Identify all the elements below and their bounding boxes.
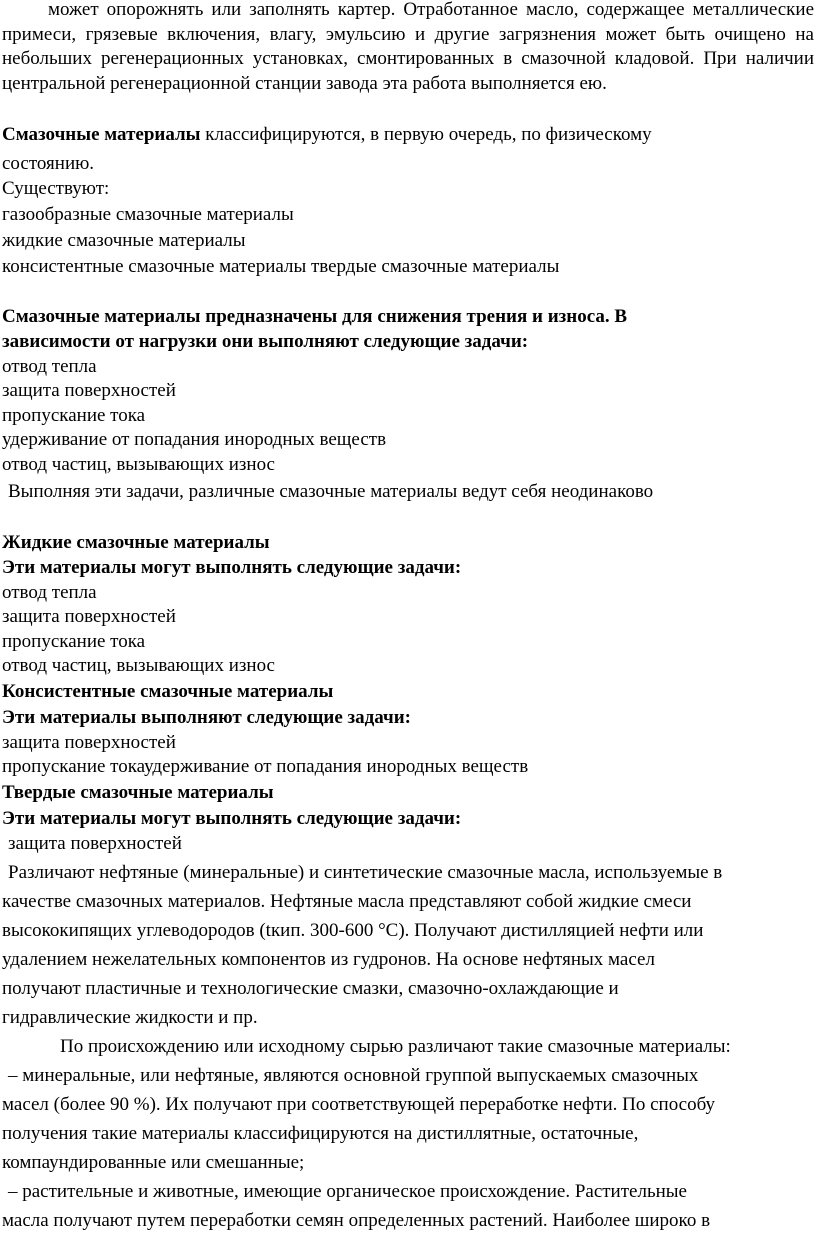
- list-item: защита поверхностей: [2, 731, 176, 753]
- section-title: [2, 530, 814, 556]
- text-line: [2, 1032, 814, 1061]
- section-subtitle: [2, 556, 814, 581]
- liquid-title: Жидкие смазочные материалы: [2, 532, 270, 554]
- classification-section: [0, 120, 816, 280]
- text-line: – растительные и животные, имеющие органическое происхождение. Растительные: [8, 1181, 687, 1203]
- list-item: газообразные смазочные материалы: [2, 204, 294, 226]
- oils-paragraph: [0, 858, 816, 1032]
- list-item: защита поверхностей: [2, 380, 176, 402]
- purpose-section: [0, 304, 816, 506]
- list-item: удерживание от попадания инородных веществ: [2, 429, 387, 451]
- liquid-section: [0, 530, 816, 679]
- list-item: отвод тепла: [2, 355, 97, 377]
- classification-rest: классифицируются, в первую очередь, по физическому: [200, 124, 652, 146]
- origin-paragraph: [0, 1032, 816, 1235]
- purpose-heading-2: зависимости от нагрузки они выполняют следующие задачи:: [2, 331, 529, 353]
- list-item: пропускание тока: [2, 630, 146, 652]
- solid-subtitle: Эти материалы могут выполнять следующие задачи:: [2, 807, 462, 829]
- list-item: жидкие смазочные материалы: [2, 230, 246, 252]
- text-line: качестве смазочных материалов. Нефтяные масла представляют собой жидкие смеси: [2, 891, 692, 913]
- liquid-subtitle: Эти материалы могут выполнять следующие задачи:: [2, 557, 462, 579]
- purpose-heading-line: [2, 330, 814, 355]
- text-line: гидравлические жидкости и пр.: [2, 1007, 258, 1029]
- consistent-section: [0, 679, 816, 780]
- text-line: – минеральные, или нефтяные, являются основной группой выпускаемых смазочных: [8, 1065, 699, 1087]
- purpose-heading: [2, 304, 814, 330]
- list-item: отвод частиц, вызывающих износ: [2, 655, 275, 677]
- solid-section: [0, 780, 816, 857]
- classification-line: [2, 120, 814, 149]
- consistent-title: Консистентные смазочные материалы: [2, 680, 334, 702]
- purpose-heading-1: Смазочные материалы предназначены для снижения трения и износа. В: [2, 306, 628, 328]
- intro-paragraph: может опорожнять или заполнять картер. Отработанное масло, содержащее металлические примеси, грязевые включения, влагу, эмульсию и другие загрязнения может быть очищено на небольших регенерационных установках, смонтированных в смазочной кладовой. При наличии центральной регенерационной станции завода эта работа выполняется ею.: [2, 0, 814, 94]
- section-subtitle: [2, 806, 814, 832]
- text-line: получения такие материалы классифицируются на дистиллятные, остаточные,: [2, 1123, 639, 1145]
- solid-title: Твердые смазочные материалы: [2, 781, 274, 803]
- section-title: [2, 679, 814, 705]
- origin-intro: По происхождению или исходному сырью различают такие смазочные материалы:: [60, 1036, 731, 1058]
- text-line: компаундированные или смешанные;: [2, 1152, 305, 1174]
- list-item: защита поверхностей: [2, 606, 176, 628]
- list-item: отвод тепла: [2, 581, 97, 603]
- text-line: масел (более 90 %). Их получают при соответствующей переработке нефти. По способу: [2, 1094, 716, 1116]
- list-item: пропускание токаудерживание от попадания инородных веществ: [2, 756, 529, 778]
- list-item: пропускание тока: [2, 404, 146, 426]
- section-title: [2, 780, 814, 806]
- purpose-note: Выполняя эти задачи, различные смазочные материалы ведут себя неодинаково: [8, 481, 654, 503]
- section-subtitle: [2, 705, 814, 731]
- list-item: защита поверхностей: [8, 832, 182, 854]
- list-item: консистентные смазочные материалы твердые смазочные материалы: [2, 256, 560, 278]
- text-line: масла получают путем переработки семян определенных растений. Наиболее широко в: [2, 1210, 711, 1232]
- classification-bold: Смазочные материалы: [2, 124, 201, 146]
- classification-line-2: состоянию.: [2, 153, 95, 175]
- text-line: высококипящих углеводородов (tкип. 300-600 °С). Получают дистилляцией нефти или: [2, 920, 704, 942]
- text-line: получают пластичные и технологические смазки, смазочно-охлаждающие и: [2, 978, 619, 1000]
- exist-label: Существуют:: [2, 178, 110, 200]
- list-item: отвод частиц, вызывающих износ: [2, 453, 275, 475]
- text-line: удалением нежелательных компонентов из гудронов. На основе нефтяных масел: [2, 949, 655, 971]
- consistent-subtitle: Эти материалы выполняют следующие задачи:: [2, 706, 412, 728]
- text-line: Различают нефтяные (минеральные) и синтетические смазочные масла, используемые в: [8, 862, 723, 884]
